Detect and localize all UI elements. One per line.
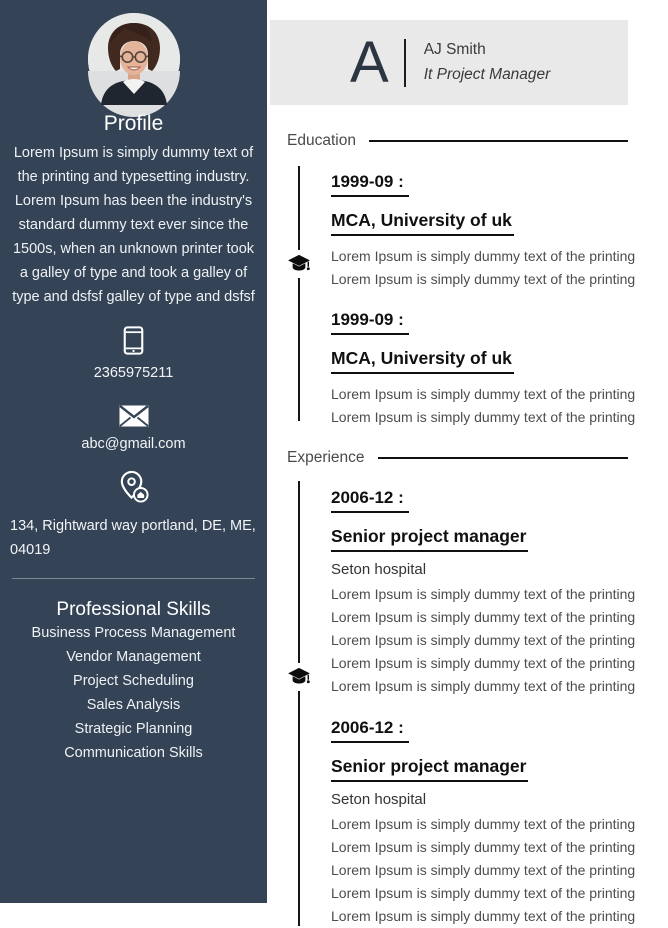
education-description <box>331 245 635 291</box>
experience-section-label: Experience <box>287 449 365 466</box>
education-timeline <box>298 150 668 429</box>
contact-address <box>10 470 257 562</box>
description-line: Lorem Ipsum is simply dummy text of the printing <box>331 386 636 402</box>
skills-heading: Professional Skills <box>56 599 211 620</box>
description-line: Lorem Ipsum is simply dummy text of the printing <box>331 885 636 901</box>
description-line: Lorem Ipsum is simply dummy text of the printing <box>331 908 636 924</box>
experience-entry <box>331 698 640 928</box>
skill-item: Project Scheduling <box>73 673 194 689</box>
education-section-label: Education <box>287 132 356 149</box>
experience-entry <box>331 467 640 698</box>
experience-date: 2006-12 : <box>331 718 409 743</box>
experience-section-rule <box>378 457 628 459</box>
education-description <box>331 383 635 429</box>
description-line: Lorem Ipsum is simply dummy text of the printing <box>331 862 636 878</box>
phone-number: 2365975211 <box>93 365 174 381</box>
experience-description <box>331 813 635 928</box>
education-date: 1999-09 : <box>331 172 409 197</box>
skill-item: Strategic Planning <box>74 721 193 737</box>
envelope-icon <box>119 414 149 431</box>
description-line: Lorem Ipsum is simply dummy text of the printing <box>331 409 636 425</box>
description-line: Lorem Ipsum is simply dummy text of the printing <box>331 609 636 625</box>
person-name: AJ Smith <box>423 41 486 58</box>
description-line: Lorem Ipsum is simply dummy text of the printing <box>331 248 636 264</box>
description-line: Lorem Ipsum is simply dummy text of the printing <box>331 632 636 648</box>
education-section-header <box>287 132 628 150</box>
education-entries <box>298 150 668 429</box>
header-card <box>270 20 628 105</box>
graduation-cap-icon <box>287 663 311 691</box>
experience-role: Senior project manager <box>331 756 528 782</box>
experience-entries <box>298 467 668 928</box>
avatar-photo-illustration <box>88 13 180 105</box>
education-date: 1999-09 : <box>331 310 409 335</box>
experience-role: Senior project manager <box>331 526 528 552</box>
phone-icon <box>123 343 144 360</box>
experience-organization: Seton hospital <box>331 791 427 808</box>
skill-item: Business Process Management <box>31 625 236 641</box>
map-pin-home-icon <box>117 492 150 509</box>
skill-item: Sales Analysis <box>86 697 181 713</box>
monogram-initial: A <box>350 29 389 95</box>
contact-phone <box>10 325 257 381</box>
education-degree: MCA, University of uk <box>331 348 514 374</box>
sidebar <box>0 0 267 903</box>
street-address: 134, Rightward way portland, DE, ME, 04019 <box>10 518 256 558</box>
education-section-rule <box>369 140 628 142</box>
email-address: abc@gmail.com <box>81 436 186 452</box>
identity-block <box>424 41 551 84</box>
skills-list <box>10 621 257 765</box>
description-line: Lorem Ipsum is simply dummy text of the printing <box>331 586 636 602</box>
experience-timeline <box>298 467 668 928</box>
description-line: Lorem Ipsum is simply dummy text of the printing <box>331 816 636 832</box>
avatar <box>88 13 180 105</box>
profile-heading: Profile <box>103 112 164 135</box>
experience-description <box>331 583 635 698</box>
graduation-cap-icon <box>287 250 311 278</box>
profile-summary: Lorem Ipsum is simply dummy text of the printing and typesetting industry. Lorem Ipsum has been the industry's standard dummy text ever since the 1500s, when an unknown printer took a galley of type and took a galley of type and dsfsf galley of type and dsfsf <box>12 145 255 305</box>
description-line: Lorem Ipsum is simply dummy text of the printing <box>331 678 636 694</box>
education-degree: MCA, University of uk <box>331 210 514 236</box>
experience-section-header <box>287 449 628 467</box>
person-job-title: It Project Manager <box>423 66 551 83</box>
description-line: Lorem Ipsum is simply dummy text of the printing <box>331 655 636 671</box>
description-line: Lorem Ipsum is simply dummy text of the printing <box>331 271 636 287</box>
contact-email <box>10 405 257 452</box>
description-line: Lorem Ipsum is simply dummy text of the printing <box>331 839 636 855</box>
education-entry <box>331 150 640 291</box>
skill-item: Communication Skills <box>64 745 203 761</box>
experience-organization: Seton hospital <box>331 561 427 578</box>
main-column <box>267 0 668 924</box>
experience-date: 2006-12 : <box>331 488 409 513</box>
header-divider <box>404 39 406 87</box>
sidebar-divider <box>12 578 255 579</box>
education-entry <box>331 291 640 429</box>
skill-item: Vendor Management <box>66 649 201 665</box>
